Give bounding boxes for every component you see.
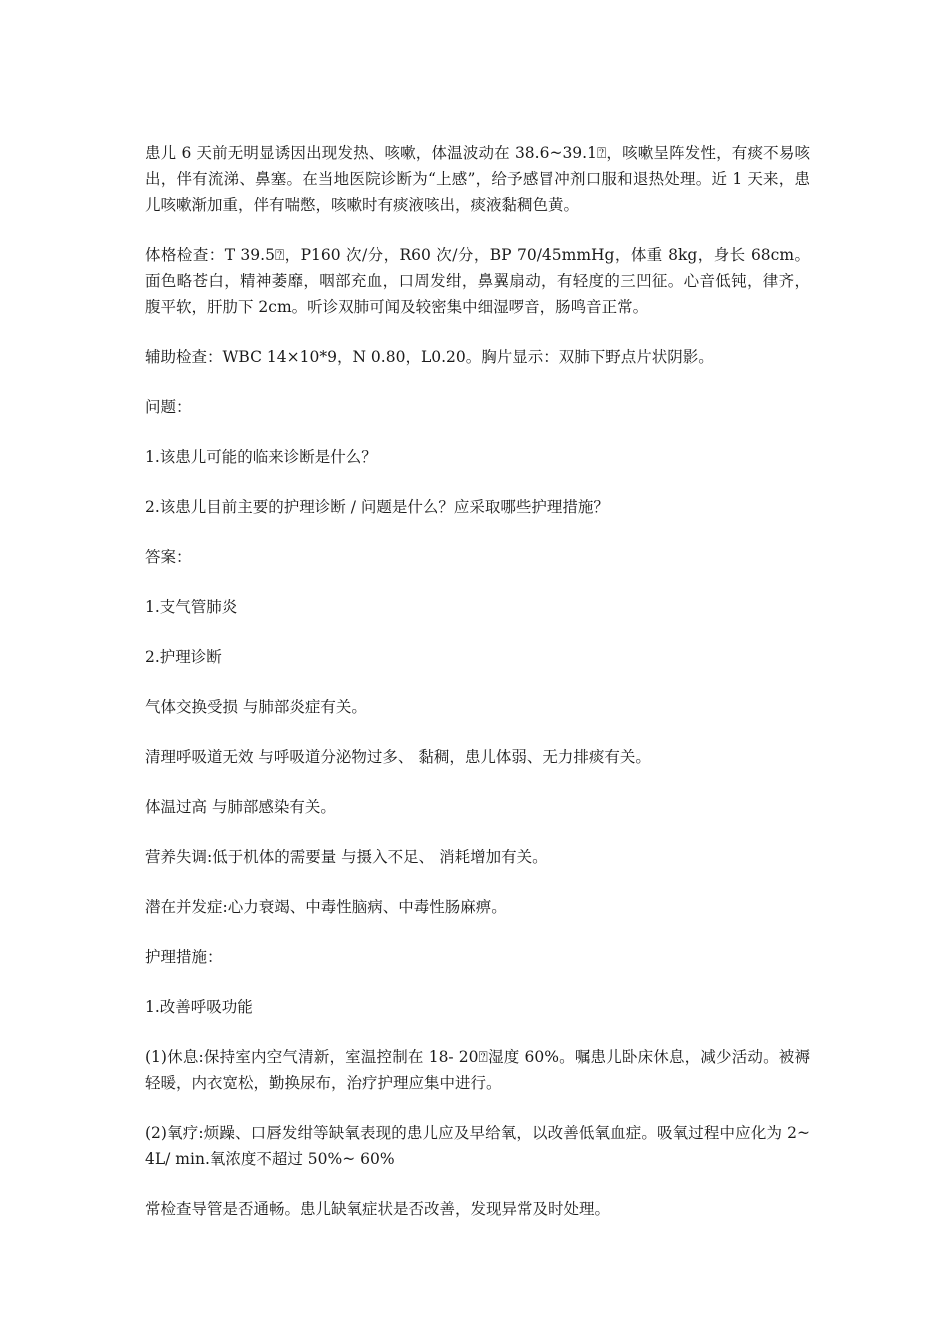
nursing-diagnosis-3: 体温过高 与肺部感染有关。 xyxy=(145,798,336,816)
answer-1: 1.支气管肺炎 xyxy=(145,598,238,616)
nursing-diagnosis-5: 潜在并发症:心力衰竭、中毒性脑病、中毒性肠麻痹。 xyxy=(145,898,507,916)
nursing-diagnosis-4: 营养失调:低于机体的需要量 与摄入不足、 消耗增加有关。 xyxy=(145,848,548,866)
question-2: 2.该患儿目前主要的护理诊断 / 问题是什么？应采取哪些护理措施？ xyxy=(145,498,609,516)
measure-1-heading: 1.改善呼吸功能 xyxy=(145,998,253,1016)
answer-2-heading: 2.护理诊断 xyxy=(145,648,222,666)
document-body xyxy=(145,140,810,1246)
case-history-paragraph: 患儿 6 天前无明显诱因出现发热、咳嗽，体温波动在 38.6~39.1⍰，咳嗽呈阵发性，有痰不易咳出，伴有流涕、鼻塞。在当地医院诊断为“上感”，给予感冒冲剂口服和退热处理。近 1 天来，患儿咳嗽渐加重，伴有喘憋，咳嗽时有痰液咳出，痰液黏稠色黄。 xyxy=(145,144,810,214)
nursing-measures-heading: 护理措施： xyxy=(145,948,223,966)
question-1: 1.该患儿可能的临来诊断是什么？ xyxy=(145,448,377,466)
nursing-diagnosis-2: 清理呼吸道无效 与呼吸道分泌物过多、 黏稠，患儿体弱、无力排痰有关。 xyxy=(145,748,651,766)
nursing-diagnosis-1: 气体交换受损 与肺部炎症有关。 xyxy=(145,698,367,716)
auxiliary-exam-paragraph: 辅助检查：WBC 14×10*9，N 0.80，L0.20。胸片显示：双肺下野点片状阴影。 xyxy=(145,348,714,366)
measure-1-oxygen: (2)氧疗:烦躁、口唇发绀等缺氧表现的患儿应及早给氧，以改善低氧血症。吸氧过程中应化为 2~4L/ min.氧浓度不超过 50%~ 60% xyxy=(145,1124,810,1168)
questions-heading: 问题： xyxy=(145,398,192,416)
answers-heading: 答案： xyxy=(145,548,192,566)
measure-1-rest: (1)休息:保持室内空气清新，室温控制在 18- 20⍰湿度 60%。嘱患儿卧床休息，减少活动。被褥轻暖，内衣宽松，勤换尿布，治疗护理应集中进行。 xyxy=(145,1048,810,1092)
measure-1-check: 常检查导管是否通畅。患儿缺氧症状是否改善，发现异常及时处理。 xyxy=(145,1200,611,1218)
physical-exam-paragraph: 体格检查：T 39.5⍰，P160 次/分，R60 次/分，BP 70/45mmHg，体重 8kg，身长 68cm。面色略苍白，精神萎靡，咽部充血，口周发绀，鼻翼扇动，有轻度的三凹征。心音低钝，律齐，腹平软，肝肋下 2cm。听诊双肺可闻及较密集中细湿啰音，肠鸣音正常。 xyxy=(145,246,810,316)
